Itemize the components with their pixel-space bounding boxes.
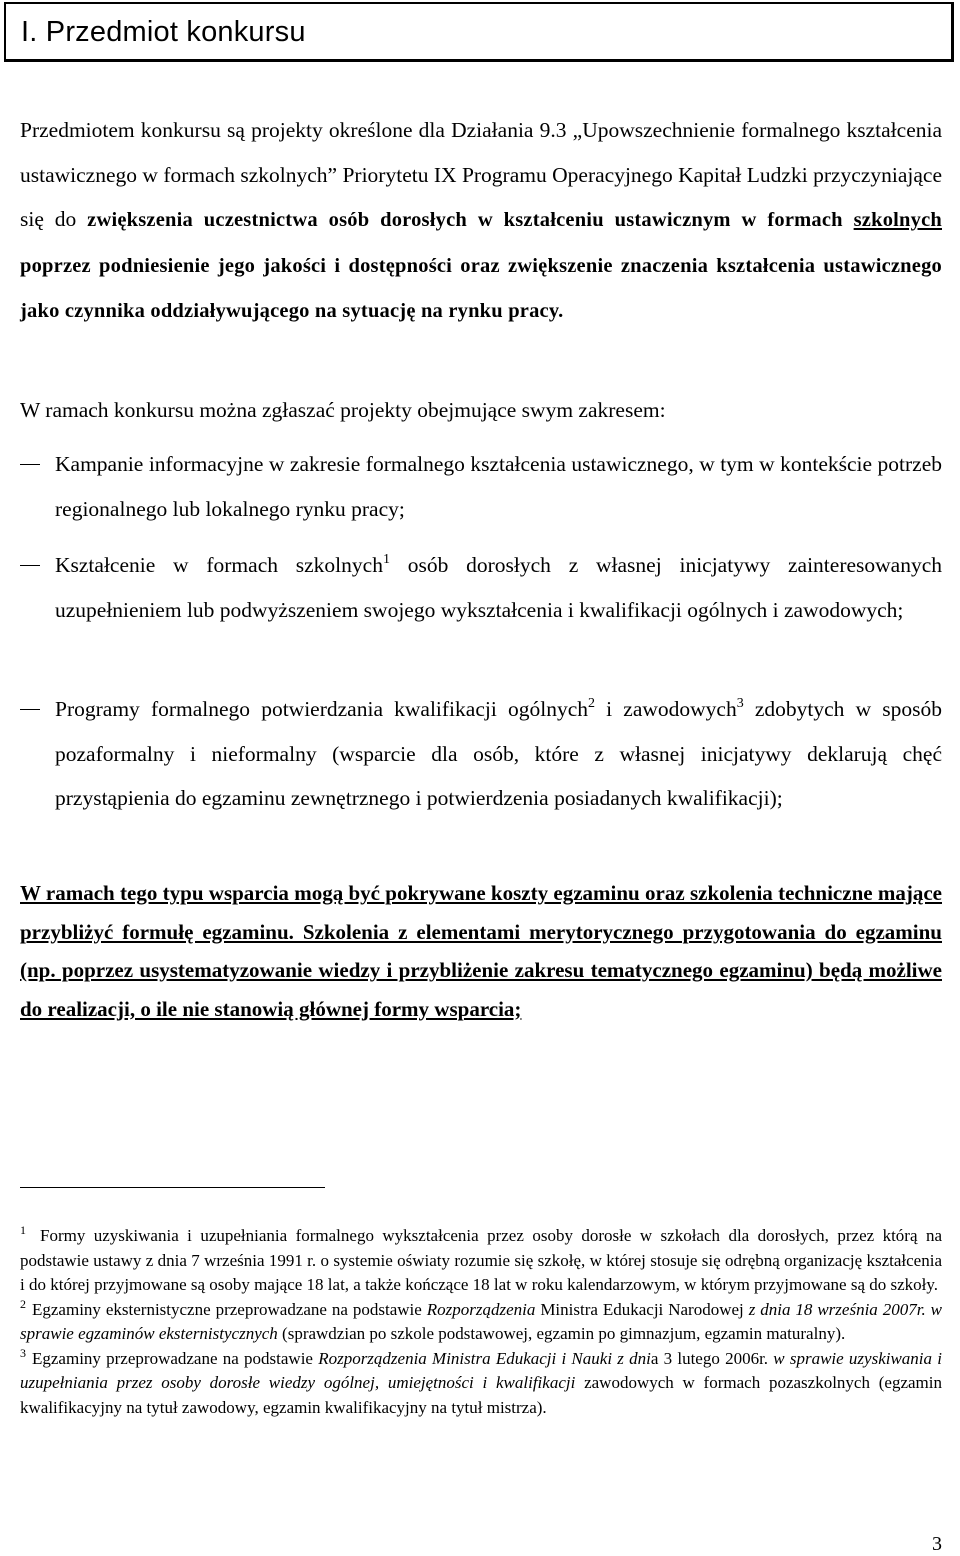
list-item-text <box>55 687 942 821</box>
section-heading <box>4 2 954 62</box>
footnote-3 <box>20 1347 942 1421</box>
footnote-text-b: Ministra Edukacji Narodowej <box>535 1299 749 1319</box>
footnote-italic-a: Rozporządzenia Ministra Edukacji i Nauki z dni <box>318 1348 651 1368</box>
footnote-italic-a: Rozporządzenia <box>426 1299 536 1319</box>
footnote-text: Formy uzyskiwania i uzupełniania formalnego wykształcenia przez osoby dorosłe w szkołach dla dorosłych, przez którą na podstawie ustawy z dnia 7 września 1991 r. o systemie oświaty rozumie się szkołę, w której stosuje się odrębną organizację kształcenia i do której przyjmowane są osoby mające 18 lat, a także kończące 18 lat w roku kalendarzowym, w którym przyjmowane są do szkoły. <box>20 1226 942 1294</box>
scope-lead-sentence: W ramach konkursu można zgłaszać projekty obejmujące swym zakresem: <box>20 398 666 422</box>
list-item-text-c: zdobytych w sposób pozaformalny i nieformalny (wsparcie dla osób, które z własnej inicjatywy deklarują chęć przystąpienia do egzaminu zewnętrznego i potwierdzenia posiadanych kwalifikacji); <box>55 697 943 810</box>
footnote-1 <box>20 1224 942 1298</box>
footnote-number: 1 <box>20 1223 26 1237</box>
intro-paragraph <box>20 108 942 334</box>
footnote-number: 3 <box>20 1345 26 1360</box>
list-item-text-a: Programy formalnego potwierdzania kwalifikacji ogólnych <box>55 697 588 721</box>
list-item-text <box>55 543 942 632</box>
list-item <box>20 543 942 632</box>
intro-bold-part-b: poprzez podniesienie jego jakości i dostępności oraz zwiększenie znaczenia kształcenia ustawicznego jako czynnika oddziaływującego na sytuację na rynku pracy. <box>20 254 942 322</box>
footnote-italic-b: w sprawie uzyskiwania i uzupełniania przez osoby dorosłe wiedzy ogólnej, umiejętności i kwalifikacji <box>20 1348 942 1392</box>
dash-bullet-icon <box>20 464 40 465</box>
footnotes <box>20 1224 942 1420</box>
page-number: 3 <box>932 1533 942 1555</box>
footnote-number: 2 <box>20 1296 26 1311</box>
intro-plain-text: Przedmiotem konkursu są projekty określone dla Działania 9.3 „Upowszechnienie formalnego kształcenia ustawicznego w formach szkolnych” Priorytetu IX Programu Operacyjnego Kapitał Ludzki przyczyniające się do <box>20 118 942 231</box>
list-item-text-b: i zawodowych <box>595 697 737 721</box>
footnote-separator <box>20 1187 325 1188</box>
list-item-text <box>55 442 942 531</box>
list-item-text-b: osób dorosłych z własnej inicjatywy zainteresowanych uzupełnieniem lub podwyższeniem swojego wykształcenia i kwalifikacji ogólnych i zawodowych; <box>55 553 943 622</box>
footnote-text-a: Egzaminy przeprowadzane na podstawie <box>32 1348 319 1368</box>
footnote-ref-2[interactable]: 2 <box>588 696 595 711</box>
footnote-text-b: a 3 lutego 2006r. <box>650 1348 774 1368</box>
list-item <box>20 687 942 821</box>
list-item <box>20 442 942 531</box>
footnote-text-c: (sprawdzian po szkole podstawowej, egzamin po gimnazjum, egzamin maturalny). <box>277 1324 846 1343</box>
footnote-text-c: zawodowych w formach pozaszkolnych (egzamin kwalifikacyjny na tytuł zawodowy, egzamin kwalifikacyjny na tytuł mistrza). <box>20 1373 942 1417</box>
intro-underlined-word: szkolnych <box>853 209 942 231</box>
footnote-2 <box>20 1298 942 1347</box>
dash-bullet-icon <box>20 709 40 710</box>
intro-bold-text <box>20 209 942 322</box>
footnote-italic-b: z dnia 18 września 2007r. w sprawie egzaminów eksternistycznych <box>20 1299 942 1343</box>
footnote-ref-1[interactable]: 1 <box>382 552 390 567</box>
support-note: W ramach tego typu wsparcia mogą być pokrywane koszty egzaminu oraz szkolenia techniczne mające przybliżyć formułę egzaminu. Szkolenia z elementami merytorycznego przygotowania do egzaminu (np. poprzez usystematyzowanie wiedzy i przybliżenie zakresu tematycznego egzaminu) będą możliwe do realizacji, o ile nie stanowią głównej formy wsparcia; <box>20 881 942 1021</box>
intro-bold-part-a: zwiększenia uczestnictwa osób dorosłych w kształceniu ustawicznym w formach <box>87 209 854 231</box>
dash-bullet-icon <box>20 565 40 566</box>
footnote-ref-3[interactable]: 3 <box>736 696 744 711</box>
footnote-text-a: Egzaminy eksternistyczne przeprowadzane na podstawie <box>32 1299 427 1319</box>
list-item-text-a: Kampanie informacyjne w zakresie formalnego kształcenia ustawicznego, w tym w kontekście potrzeb regionalnego lub lokalnego rynku pracy; <box>55 452 942 521</box>
section-heading-text: I. Przedmiot konkursu <box>21 16 306 48</box>
list-item-text-a: Kształcenie w formach szkolnych <box>55 553 383 577</box>
